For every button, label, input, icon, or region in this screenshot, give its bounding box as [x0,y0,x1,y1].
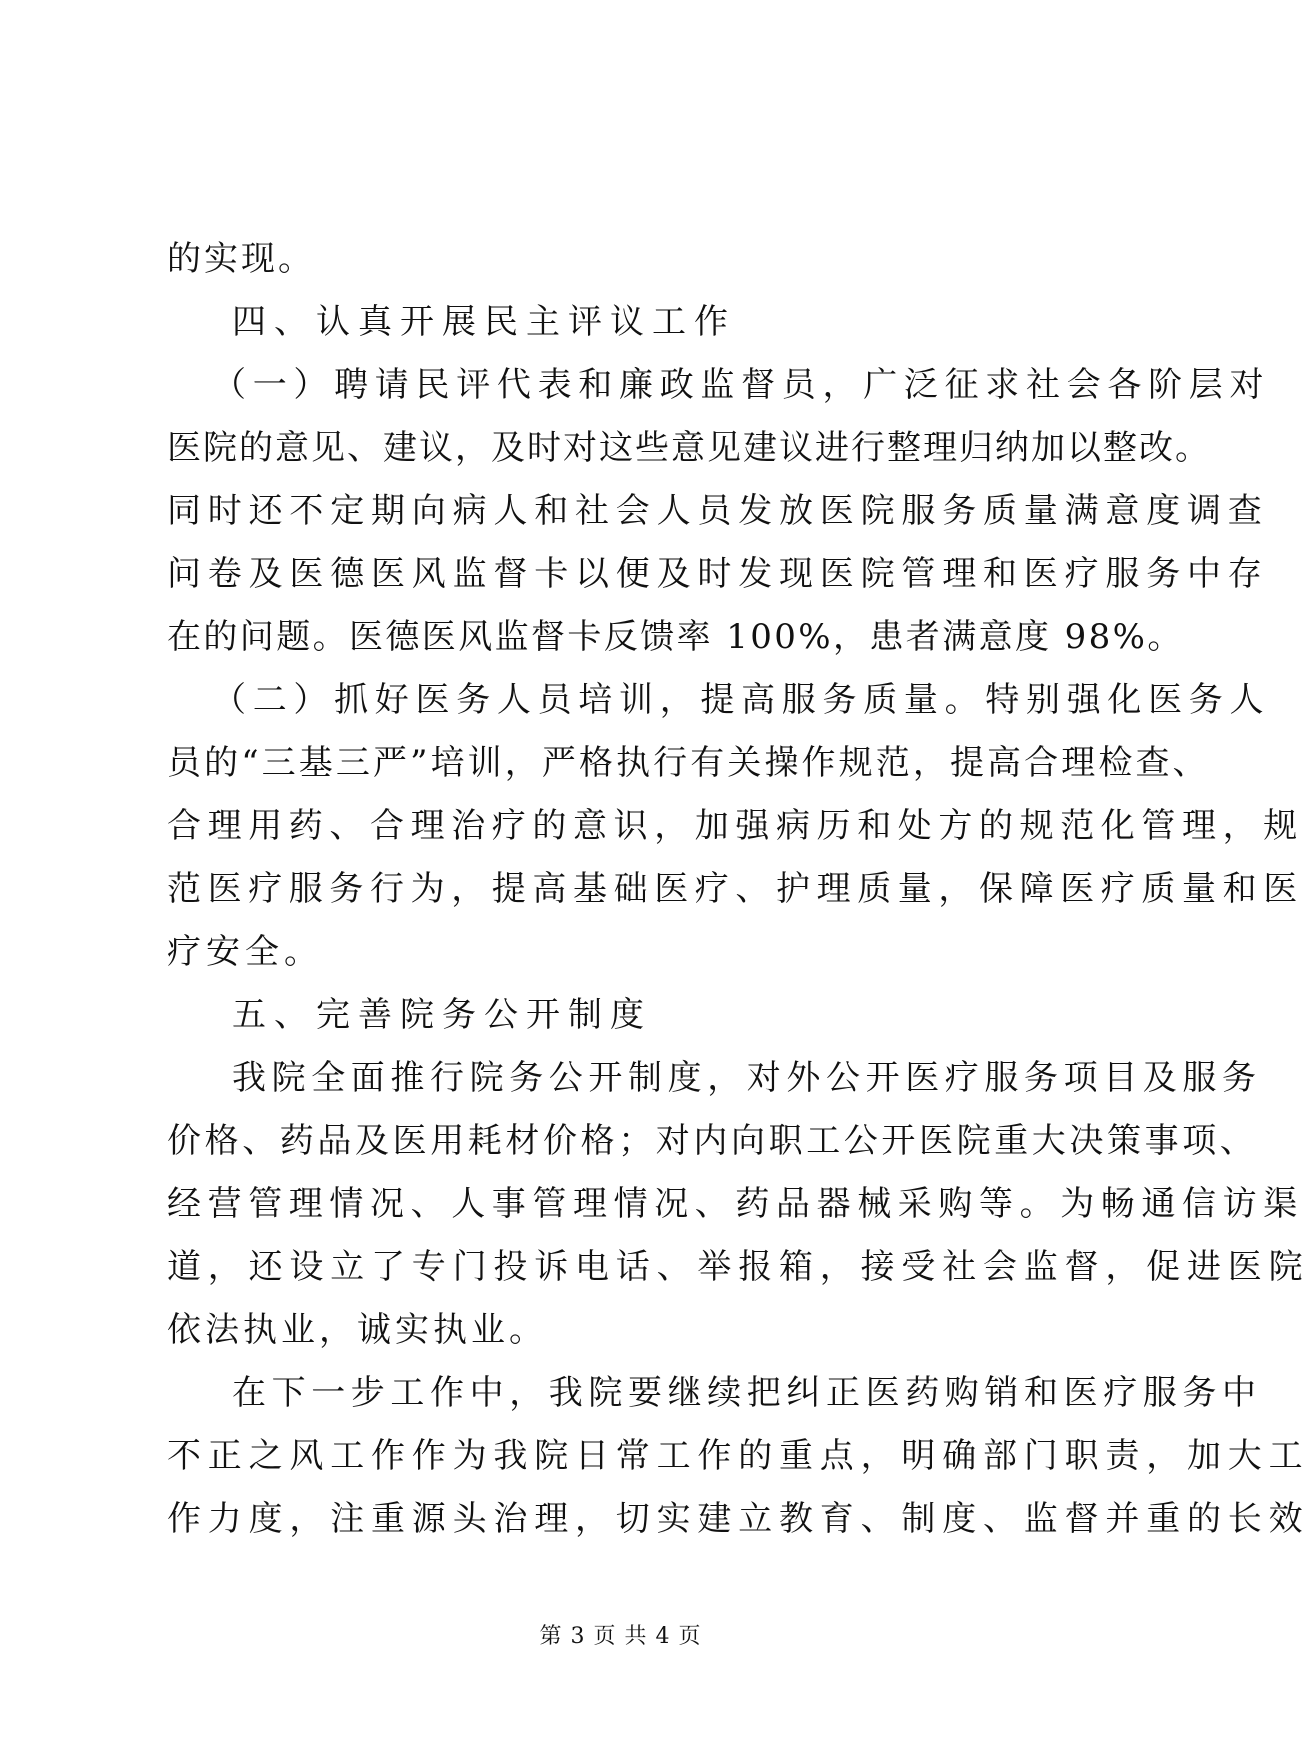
text-line: 依法执业，诚实执业。 [167,1310,547,1350]
text-line: 我院全面推行院务公开制度，对外公开医疗服务项目及服务 [232,1058,1262,1098]
text-line: 员的“三基三严”培训，严格执行有关操作规范，提高合理检查、 [167,743,1210,783]
text-line: 疗安全。 [167,932,323,972]
text-line: 价格、药品及医用耗材价格；对内向职工公开医院重大决策事项、 [167,1121,1258,1161]
text-line: 道，还设立了专门投诉电话、举报箱，接受社会监督，促进医院 [167,1247,1309,1287]
text-line: 的实现。 [167,239,315,279]
page-number-footer: 第 3 页 共 4 页 [539,1624,702,1649]
text-line: 作力度，注重源头治理，切实建立教育、制度、监督并重的长效 [167,1499,1309,1539]
text-line: 在的问题。医德医风监督卡反馈率 100%，患者满意度 98%。 [167,617,1184,657]
text-line: 经营管理情况、人事管理情况、药品器械采购等。为畅通信访渠 [167,1184,1304,1224]
text-line: （二）抓好医务人员培训，提高服务质量。特别强化医务人 [212,680,1271,720]
text-line: 在下一步工作中，我院要继续把纠正医药购销和医疗服务中 [232,1373,1262,1413]
text-line: 同时还不定期向病人和社会人员发放医院服务质量满意度调查 [167,491,1269,531]
section-heading: 五、完善院务公开制度 [232,995,652,1035]
document-body [167,228,1309,1551]
text-line: 不正之风工作作为我院日常工作的重点，明确部门职责，加大工 [167,1436,1309,1476]
text-line: （一）聘请民评代表和廉政监督员，广泛征求社会各阶层对 [212,365,1271,405]
text-line: 医院的意见、建议，及时对这些意见建议进行整理归纳加以整改。 [167,428,1211,468]
text-line: 合理用药、合理治疗的意识，加强病历和处方的规范化管理，规 [167,806,1304,846]
text-line: 问卷及医德医风监督卡以便及时发现医院管理和医疗服务中存 [167,554,1269,594]
text-line: 范医疗服务行为，提高基础医疗、护理质量，保障医疗质量和医 [167,869,1304,909]
section-heading: 四、认真开展民主评议工作 [232,302,736,342]
